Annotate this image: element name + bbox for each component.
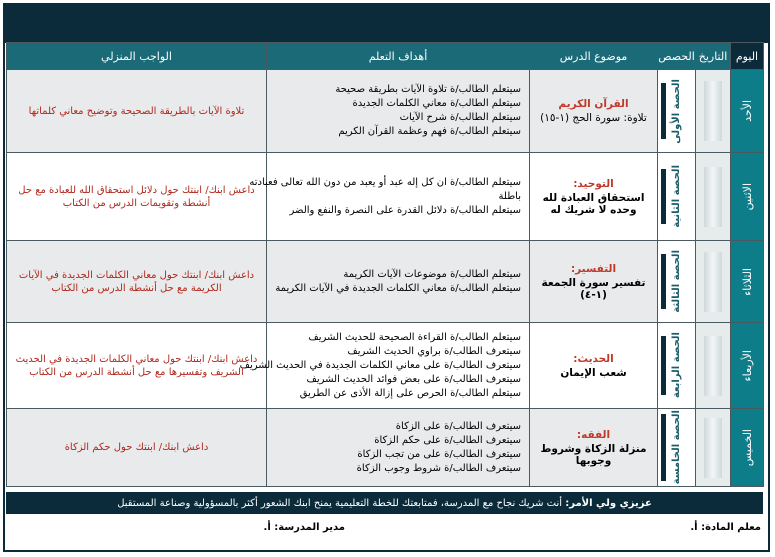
goal-item: سيتعلم الطالب/ة شرح الآيات bbox=[399, 112, 521, 123]
period-cell: الحصة الثالثة bbox=[658, 241, 696, 323]
lesson-subject: التفسير: bbox=[570, 262, 617, 275]
principal-signature: مدير المدرسة: أ. bbox=[263, 522, 345, 533]
lesson-cell bbox=[530, 153, 658, 241]
lesson-cell bbox=[530, 409, 658, 487]
lesson-title: تفسير سورة الجمعة (١-٤) bbox=[541, 276, 646, 301]
header-day: اليوم bbox=[731, 43, 764, 70]
date-cell bbox=[696, 323, 731, 409]
day-cell: الاثنين bbox=[731, 153, 764, 241]
header-date: التاريخ bbox=[696, 43, 731, 70]
goal-item: سيتعلم الطالب/ة دلائل القدرة على النصرة والنفع والضر bbox=[289, 204, 521, 216]
date-cell bbox=[696, 70, 731, 153]
lesson-subject: التوحيد: bbox=[573, 177, 614, 190]
header-homework: الواجب المنزلي bbox=[7, 43, 267, 70]
lesson-cell bbox=[530, 241, 658, 323]
goals-cell bbox=[267, 70, 530, 153]
goal-item: سيتعرف الطالب/ة على معاني الكلمات الجديدة في الحديث الشريف bbox=[239, 359, 521, 371]
goal-item: سيتعلم الطالب/ة القراءة الصحيحة للحديث الشريف bbox=[308, 331, 521, 343]
date-cell bbox=[696, 241, 731, 323]
goal-item: سيتعرف الطالب/ة براوي الحديث الشريف bbox=[347, 345, 521, 357]
day-cell: الخميس bbox=[731, 409, 764, 487]
lesson-title: منزلة الزكاة وشروط وجوبها bbox=[540, 442, 647, 467]
parent-message-band bbox=[6, 492, 763, 514]
goal-item: باطلة bbox=[498, 190, 521, 202]
header-goals: أهداف التعلم bbox=[267, 43, 530, 70]
goals-cell bbox=[249, 153, 530, 241]
period-cell: الحصة الثانية bbox=[658, 153, 696, 241]
lesson-subject: القرآن الكريم bbox=[558, 98, 629, 110]
goal-item: سيتعلم الطالب/ة معاني الكلمات الجديدة bbox=[352, 98, 521, 109]
day-cell: الأربعاء bbox=[731, 323, 764, 409]
parent-message-text: أنت شريك نجاح مع المدرسة، فمتابعتك للخطة التعليمية يمنح ابنك الشعور أكثر بالمسؤولية وصناعة المستقبل bbox=[117, 497, 563, 509]
lesson-cell bbox=[530, 323, 658, 409]
homework-cell: داعش ابنك/ ابنتك حول حكم الزكاة bbox=[7, 409, 267, 487]
lesson-title: شعب الإيمان bbox=[560, 366, 627, 379]
goal-item: سيتعلم الطالب/ة الحرص على إزالة الأذى عن الطريق bbox=[299, 387, 521, 399]
period-cell: الحصة الرابعة bbox=[658, 323, 696, 409]
period-cell: الحصة الخامسة bbox=[658, 409, 696, 487]
header-period: الحصص bbox=[658, 43, 696, 70]
date-cell bbox=[696, 409, 731, 487]
period-cell: الحصة الأولى bbox=[658, 70, 696, 153]
weekly-plan-table bbox=[6, 42, 764, 487]
homework-cell: داعش ابنك/ ابنتك حول معاني الكلمات الجديدة في الحديث الشريف وتفسيرها مع حل أنشطة الدرس من الكتاب bbox=[7, 323, 267, 409]
table-row bbox=[7, 153, 764, 241]
header-topic: موضوع الدرس bbox=[530, 43, 658, 70]
goal-item: سيتعرف الطالب/ة على حكم الزكاة bbox=[374, 434, 521, 446]
homework-cell: تلاوة الآيات بالطريقة الصحيحة وتوضيح معاني كلماتها bbox=[7, 70, 267, 153]
teacher-signature: معلم المادة: أ. bbox=[690, 522, 761, 533]
homework-cell: داعش ابنك/ ابنتك حول معاني الكلمات الجديدة في الآيات الكريمة مع حل أنشطة الدرس من الكتاب bbox=[7, 241, 267, 323]
table-row bbox=[7, 323, 764, 409]
header-row bbox=[7, 43, 764, 70]
date-cell bbox=[696, 153, 731, 241]
goal-item: سيتعلم الطالب/ة تلاوة الآيات بطريقة صحيحة bbox=[335, 84, 521, 95]
goal-item: سيتعرف الطالب/ة على من تجب الزكاة bbox=[357, 448, 521, 460]
goal-item: سيتعلم الطالب/ة ان كل إله عبد أو يعبد من دون الله تعالى فعبادته bbox=[249, 176, 521, 188]
day-cell: الأحد bbox=[731, 70, 764, 153]
goals-cell bbox=[239, 323, 530, 409]
homework-cell: داعش ابنك/ ابنتك حول دلائل استحقاق الله للعبادة مع حل أنشطة وتقويمات الدرس من الكتاب bbox=[7, 153, 267, 241]
table-row bbox=[7, 70, 764, 153]
goals-cell bbox=[267, 409, 530, 487]
goals-cell bbox=[267, 241, 530, 323]
lesson-title: تلاوة: سورة الحج (١-١٥) bbox=[540, 112, 647, 124]
day-cell: الثلاثاء bbox=[731, 241, 764, 323]
goal-item: سيتعلم الطالب/ة فهم وعظمة القرآن الكريم bbox=[338, 126, 521, 137]
top-band bbox=[5, 5, 768, 43]
goal-item: سيتعلم الطالب/ة موضوعات الآيات الكريمة bbox=[343, 268, 521, 280]
goal-item: سيتعلم الطالب/ة معاني الكلمات الجديدة في الآيات الكريمة bbox=[275, 282, 521, 294]
lesson-subject: الفقه: bbox=[576, 428, 611, 441]
lesson-subject: الحديث: bbox=[573, 352, 614, 365]
goal-item: سيتعرف الطالب/ة على الزكاة bbox=[395, 420, 521, 432]
table-row bbox=[7, 409, 764, 487]
lesson-cell bbox=[530, 70, 658, 153]
lesson-title: استحقاق العبادة لله وحده لا شريك له bbox=[542, 191, 645, 216]
goal-item: سيتعرف الطالب/ة على بعض فوائد الحديث الشريف bbox=[306, 373, 521, 385]
goal-item: سيتعرف الطالب/ة شروط وجوب الزكاة bbox=[356, 462, 521, 474]
parent-message-lead: عزيزي ولي الأمر: bbox=[565, 497, 652, 509]
table-row bbox=[7, 241, 764, 323]
